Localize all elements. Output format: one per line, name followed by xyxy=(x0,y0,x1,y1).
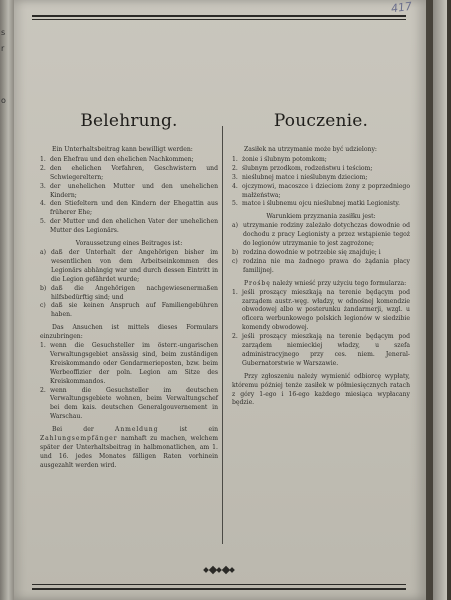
german-intro: Ein Unterhaltsbeitrag kann bewilligt werden: xyxy=(52,146,193,153)
list-item xyxy=(40,156,218,165)
item-text: utrzymanie rodziny zależało dotychczas dowodnie od dochodu z pracy Legionisty a przez wstąpienie tegoż do legionów utrzymanie to jest zagrożone; xyxy=(243,222,410,248)
payment-emphasis: Anmeldung xyxy=(115,426,159,434)
list-item xyxy=(232,174,410,183)
item-text: den Stiefeltern und den Kindern der Ehegattin aus früherer Ehe; xyxy=(50,200,218,217)
desk-background xyxy=(425,0,451,600)
item-number: 1. xyxy=(40,342,46,350)
bottom-border-rule xyxy=(32,588,406,590)
printer-ornament xyxy=(204,565,234,575)
payment-text: Bei der xyxy=(52,426,116,434)
item-letter: b) xyxy=(232,248,239,256)
document-page xyxy=(14,0,426,600)
list-item xyxy=(40,249,218,285)
list-item xyxy=(232,258,410,276)
item-text: jeśli proszący mieszkają na terenie będącym pod zarządem austr.-węg. władzy, w odnośnej komendzie obwodowej albo w posterunku żandarmerji, wzgl. u oficera werbunkowego polskich legionów w siedzibie komendy obwodowej. xyxy=(242,288,410,332)
item-text: den Ehefrau und den ehelichen Nachkommen; xyxy=(50,155,194,163)
payment-text: namhaft zu machen, welchem später der Unterhaltsbeitrag in halbmonatlichen, am 1. und 16. jedes Monates fälligen Raten vorhinein ausgezahlt werden wird. xyxy=(40,435,218,469)
item-text: nieślubnej matce i nieślubnym dzieciom; xyxy=(242,173,368,181)
item-number: 2. xyxy=(232,333,238,341)
item-letter: c) xyxy=(232,257,238,265)
german-conditions-intro: Voraussetzung eines Beitrages ist: xyxy=(75,240,183,248)
list-item xyxy=(40,165,218,183)
submit-text: należy wnieść przy użyciu tego formularza: xyxy=(270,279,407,287)
polish-submit-list xyxy=(232,289,410,369)
item-number: 2. xyxy=(40,386,46,394)
list-item xyxy=(40,342,218,387)
item-text: den ehelichen Vorfahren, Geschwistern und Schwiegereltern; xyxy=(50,164,218,181)
polish-conditions-intro: Warunkiem przyznania zasiłku jest: xyxy=(266,213,376,221)
item-letter: a) xyxy=(232,222,239,230)
list-item xyxy=(232,165,410,174)
item-number: 2. xyxy=(40,164,46,172)
submit-emphasis: Prośbę xyxy=(244,279,271,287)
german-payment-paragraph xyxy=(40,426,218,471)
item-number: 1. xyxy=(232,155,238,163)
german-submit-intro: Das Ansuchen ist mittels dieses Formulars einzubringen: xyxy=(40,324,218,341)
column-divider xyxy=(222,126,223,544)
list-item xyxy=(232,183,410,201)
item-text: matce i ślubnemu ojcu nieślubnej matki Legionisty. xyxy=(242,200,400,208)
payment-emphasis: Zahlungsempfänger xyxy=(40,435,118,443)
german-conditions-list xyxy=(40,249,218,320)
item-number: 4. xyxy=(40,200,46,208)
ornament-diamond xyxy=(229,567,235,573)
german-eligible-list xyxy=(40,156,218,236)
item-letter: c) xyxy=(40,302,46,310)
item-number: 3. xyxy=(40,182,46,190)
item-text: wenn die Gesuchsteller im deutschen Verwaltungsgebiete wohnen, beim Verwaltungschef bei dem kais. deutschen Generalgouvernement in Warschau. xyxy=(50,386,218,421)
list-item xyxy=(232,249,410,258)
item-text: ojczymowi, macoszce i dzieciom żony z poprzedniego małżeństwa; xyxy=(242,182,410,199)
polish-submit-intro xyxy=(232,280,410,289)
polish-eligible-list xyxy=(232,156,410,209)
list-item xyxy=(40,200,218,218)
item-text: daß sie keinen Anspruch auf Familiengebühren haben. xyxy=(51,302,218,319)
polish-column xyxy=(232,110,410,408)
item-text: ślubnym przodkom, rodzeństwu i teściom; xyxy=(242,164,373,172)
item-number: 4. xyxy=(232,182,238,190)
list-item xyxy=(232,156,410,165)
item-number: 3. xyxy=(232,173,238,181)
next-page-edge xyxy=(433,0,447,600)
item-number: 1. xyxy=(40,155,46,163)
item-text: der Mutter und den ehelichen Vater der unehelichen Mutter des Legionärs. xyxy=(50,218,218,235)
archive-number: 417 xyxy=(390,0,413,16)
list-item xyxy=(232,333,410,369)
item-letter: a) xyxy=(40,248,47,256)
item-text: rodzina nie ma żadnego prawa do żądania płacy familijnej. xyxy=(243,257,410,274)
edge-fragment: s xyxy=(1,28,6,37)
item-number: 2. xyxy=(232,164,238,172)
item-text: rodzina dowodnie w potrzebie się znajduje; i xyxy=(243,248,381,256)
item-number: 5. xyxy=(40,218,46,226)
polish-payment-paragraph: Przy zgłoszeniu należy wymienić odbiorcę wypłaty, któremu później tenże zasiłek w półmiesięcznych ratach z góry 1-ego i 16-ego każdego miesiąca wypłacany będzie. xyxy=(232,372,410,407)
list-item xyxy=(232,222,410,249)
polish-title: Pouczenie. xyxy=(273,111,369,131)
item-text: jeśli proszący mieszkają na terenie będącym pod zarządem niemieckiej władzy, u szefa administracyjnego przy ces. niem. Jeneral-Gubernatorstwie w Warszawie. xyxy=(242,333,410,367)
polish-intro: Zasiłek na utrzymanie może być udzielony: xyxy=(244,146,377,153)
list-item xyxy=(40,387,218,423)
item-text: żonie i ślubnym potomkom; xyxy=(242,155,327,163)
list-item xyxy=(232,200,410,209)
german-column xyxy=(40,110,218,471)
adjacent-page-edge xyxy=(0,0,14,600)
list-item xyxy=(232,289,410,334)
item-text: daß die Angehörigen nachgewiesenermaßen hilfsbedürftig sind; und xyxy=(51,284,218,301)
edge-fragment: r xyxy=(1,44,5,53)
item-text: daß der Unterhalt der Angehörigen bisher im wesentlichen von dem Arbeitseinkommen des Legionärs abhängig war und durch dessen Eintritt in die Legion gefährdet wurde; xyxy=(51,248,218,283)
top-border-rule xyxy=(32,15,406,17)
item-letter: b) xyxy=(40,284,47,292)
item-number: 1. xyxy=(232,288,238,296)
polish-conditions-list xyxy=(232,222,410,275)
list-item xyxy=(40,183,218,201)
list-item xyxy=(40,302,218,320)
edge-fragment: o xyxy=(1,96,6,105)
german-submit-list xyxy=(40,342,218,422)
item-text: wenn die Gesuchsteller im österr.-ungarischen Verwaltungsgebiet ansässig sind, beim zuständigen Kreiskommando oder Gendarmerieposten, bzw. beim Werbeoffizier der poln. Legion am Sitze des Kreiskommandos. xyxy=(50,342,218,385)
item-text: der unehelichen Mutter und den unehelichen Kindern; xyxy=(50,182,218,199)
list-item xyxy=(40,285,218,303)
german-title: Belehrung. xyxy=(80,111,178,131)
payment-text: ist ein xyxy=(158,426,218,434)
item-number: 5. xyxy=(232,200,238,208)
list-item xyxy=(40,218,218,236)
